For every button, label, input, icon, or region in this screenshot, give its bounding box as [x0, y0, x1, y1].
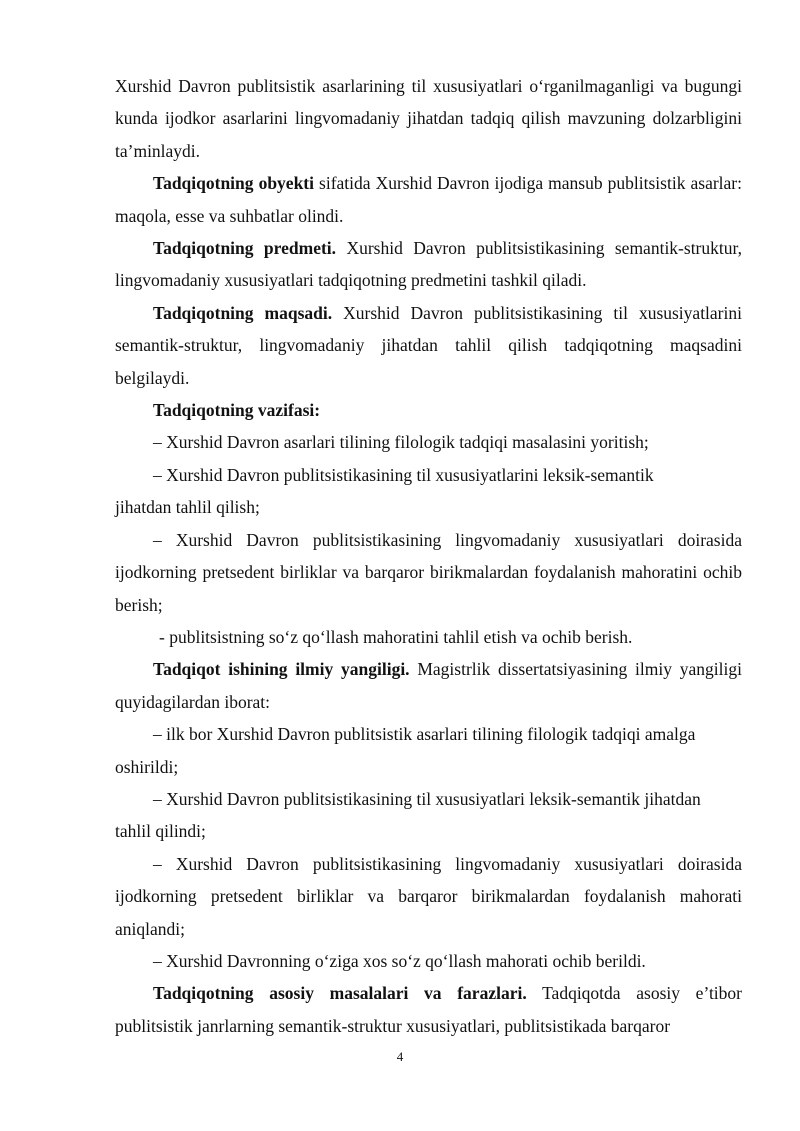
object-text: sifatida Xurshid Davron ijodiga mansub publitsistik asarlar: maqola, esse va suhbatlar olindi. [115, 173, 742, 226]
paragraph-main-issues [115, 977, 742, 1042]
paragraph-aim [115, 297, 742, 394]
heading-object: Tadqiqotning obyekti [153, 173, 314, 194]
novelty-item-2-line-2: tahlil qilindi; [115, 821, 206, 842]
paragraph-object [115, 167, 742, 232]
task-item-2-line-2: jihatdan tahlil qilish; [115, 497, 260, 518]
heading-novelty: Tadqiqot ishining ilmiy yangiligi. [153, 659, 410, 680]
novelty-item-3: – Xurshid Davron publitsistikasining lingvomadaniy xususiyatlari doirasida ijodkorning pretsedent birliklar va barqaror birikmalardan foydalanish mahorati aniqlandi; [115, 853, 742, 939]
task-item-1: – Xurshid Davron asarlari tilining filologik tadqiqi masalasini yoritish; [153, 432, 649, 453]
novelty-text: Magistrlik dissertatsiyasining ilmiy yangiligi quyidagilardan iborat: [115, 659, 742, 712]
body-text [115, 70, 742, 1042]
paragraph-novelty [115, 653, 742, 718]
main-issues-text: Tadqiqotda asosiy e’tibor publitsistik janrlarning semantik-struktur xususiyatlari, publitsistikada barqaror [115, 983, 743, 1036]
aim-text: Xurshid Davron publitsistikasining til xususiyatlarini semantik-struktur, lingvomadaniy jihatdan tahlil qilish tadqiqotning maqsadini belgilaydi. [115, 302, 742, 388]
task-item-4: - publitsistning so‘z qo‘llash mahoratini tahlil etish va ochib berish. [159, 626, 633, 647]
page-number: 4 [396, 1049, 404, 1064]
heading-tasks: Tadqiqotning vazifasi: [153, 400, 321, 421]
paragraph-subject [115, 232, 742, 297]
novelty-item-2-line-1: – Xurshid Davron publitsistikasining til xususiyatlari leksik-semantik jihatdan [153, 788, 701, 809]
heading-aim: Tadqiqotning maqsadi. [153, 302, 333, 323]
task-item-3: – Xurshid Davron publitsistikasining lingvomadaniy xususiyatlari doirasida ijodkorning pretsedent birliklar va barqaror birikmalardan foydalanish mahoratini ochib berish; [115, 529, 742, 615]
subject-text: Xurshid Davron publitsistikasining semantik-struktur, lingvomadaniy xususiyatlari tadqiqotning predmetini tashkil qiladi. [115, 238, 742, 291]
heading-main-issues: Tadqiqotning asosiy masalalari va farazlari. [153, 983, 527, 1004]
task-item-2-line-1: – Xurshid Davron publitsistikasining til xususiyatlarini leksik-semantik [153, 464, 654, 485]
novelty-item-1-line-1: – ilk bor Xurshid Davron publitsistik asarlari tilining filologik tadqiqi amalga [153, 724, 696, 745]
novelty-item-4: – Xurshid Davronning o‘ziga xos so‘z qo‘llash mahorati ochib berildi. [153, 950, 646, 971]
heading-subject: Tadqiqotning predmeti. [153, 238, 337, 259]
paragraph-tasks-heading [115, 394, 742, 426]
paragraph-relevance: Xurshid Davron publitsistik asarlarining til xususiyatlari o‘rganilmaganligi va bugungi kunda ijodkor asarlarini lingvomadaniy jihatdan tadqiq qilish mavzuning dolzarbligini ta’minlaydi. [115, 76, 742, 161]
novelty-item-1-line-2: oshirildi; [115, 756, 179, 777]
